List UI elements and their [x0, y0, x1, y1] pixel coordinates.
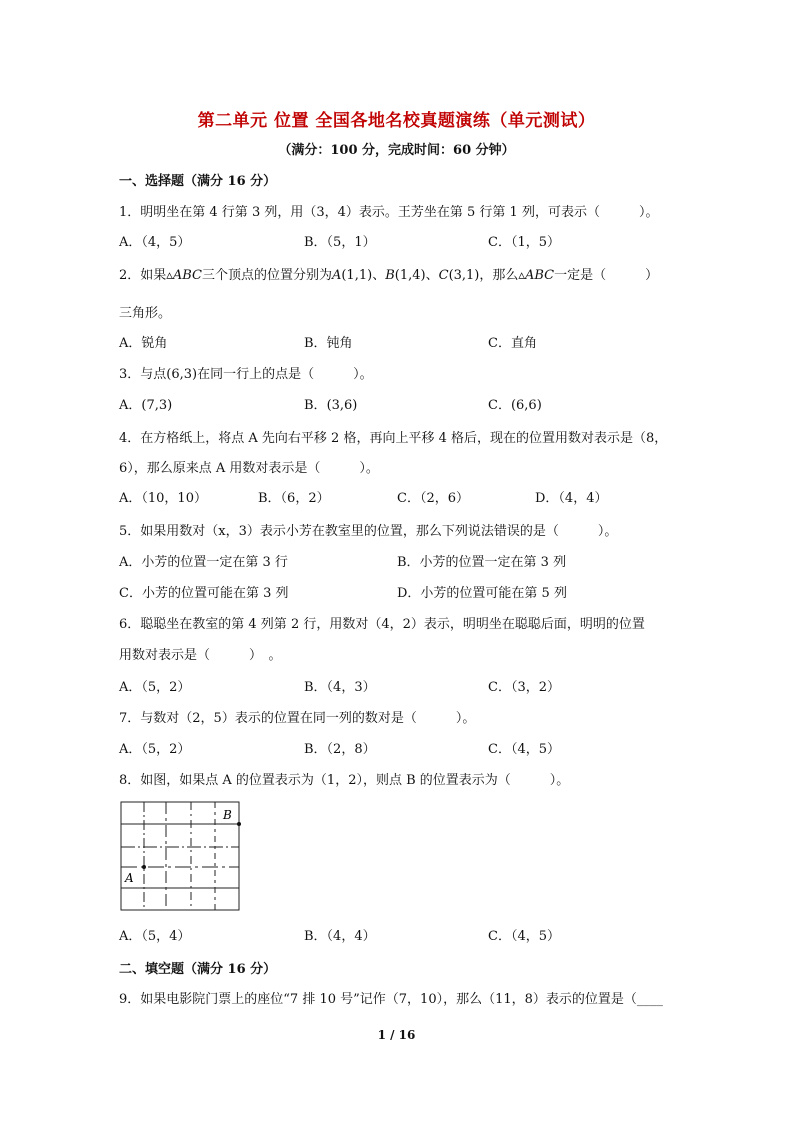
question-5: 5．如果用数对（x，3）表示小芳在教室里的位置，那么下列说法错误的是（ ）。 [119, 524, 618, 539]
q2-point-c: C [438, 268, 449, 283]
question-4: 4．在方格纸上，将点 A 先向右平移 2 格，再向上平移 4 格后，现在的位置用数对表示是（8， [119, 431, 668, 446]
q5-option-a: A．小芳的位置一定在第 3 行 [119, 555, 288, 570]
question-1: 1．明明坐在第 4 行第 3 列，用（3，4）表示。王芳坐在第 5 行第 1 列，可表示（ ）。 [119, 205, 659, 220]
point-b-dot [237, 822, 241, 826]
q1-option-c: C．（1，5） [488, 235, 560, 250]
q2-text: 2．如果 [119, 268, 167, 283]
q1-option-a: A．（4，5） [119, 235, 191, 250]
q6-option-c: C．（3，2） [488, 680, 560, 695]
q5-option-d: D．小芳的位置可能在第 5 列 [397, 586, 567, 601]
section-heading-choice: 一、选择题（满分 16 分） [119, 174, 277, 189]
q7-option-c: C．（4，5） [488, 742, 560, 757]
q2-point-a: A [331, 268, 342, 283]
q2-text: 一定是（ ） [554, 268, 659, 283]
q3-option-c: C．(6,6) [488, 398, 542, 413]
question-3 [119, 363, 373, 382]
question-2-line2: 三角形。 [119, 306, 172, 321]
triangle-symbol: ▵ [166, 268, 173, 283]
q2-sep: 、 [372, 268, 386, 283]
question-4-line2: 6），那么原来点 A 用数对表示是（ ）。 [119, 461, 379, 476]
grid-figure [119, 800, 244, 912]
q2-sep: 、 [425, 268, 439, 283]
question-7: 7．与数对（2，5）表示的位置在同一列的数对是（ ）。 [119, 711, 476, 726]
q2-triangle-name: ABC [524, 268, 555, 283]
q3-point: (6,3) [166, 367, 198, 382]
q4-option-d: D．（4，4） [535, 491, 608, 506]
question-9: 9．如果电影院门票上的座位“7 排 10 号”记作（7，10），那么（11，8）表示的位置是（____ [119, 992, 663, 1007]
q2-coord-b: (1,4) [394, 268, 426, 283]
grid-border [121, 802, 239, 910]
question-8: 8．如图，如果点 A 的位置表示为（1，2），则点 B 的位置表示为（ ）。 [119, 773, 570, 788]
point-a-dot [142, 865, 146, 869]
q8-option-a: A．（5，4） [119, 929, 191, 944]
page-title: 第二单元 位置 全国各地名校真题演练（单元测试） [197, 111, 596, 131]
q6-option-b: B．（4，3） [304, 680, 376, 695]
q3-option-b: B．(3,6) [304, 398, 358, 413]
page-subtitle: （满分：100 分，完成时间：60 分钟） [278, 143, 515, 158]
triangle-symbol: ▵ [518, 268, 525, 283]
question-6-line2: 用数对表示是（ ） 。 [119, 648, 282, 663]
point-b-label: B [223, 808, 232, 822]
q6-option-a: A．（5，2） [119, 680, 191, 695]
q2-option-b: B．钝角 [304, 336, 353, 351]
q2-option-a: A．锐角 [119, 336, 168, 351]
q5-option-b: B．小芳的位置一定在第 3 列 [397, 555, 567, 570]
question-6: 6．聪聪坐在教室的第 4 列第 2 行，用数对（4，2）表示，明明坐在聪聪后面，明明的位置 [119, 617, 645, 632]
q3-text: 在同一行上的点是（ ）。 [197, 367, 373, 382]
point-a-label: A [125, 871, 134, 885]
q4-option-b: B．（6，2） [258, 491, 330, 506]
q8-option-b: B．（4，4） [304, 929, 376, 944]
q8-option-c: C．（4，5） [488, 929, 560, 944]
q1-option-b: B．（5，1） [304, 235, 376, 250]
section-heading-fill: 二、填空题（满分 16 分） [119, 962, 277, 977]
q7-option-b: B．（2，8） [304, 742, 376, 757]
q2-text: 三个顶点的位置分别为 [201, 268, 332, 283]
q2-text: ，那么 [479, 268, 519, 283]
q4-option-c: C．（2，6） [397, 491, 469, 506]
q3-text: 3．与点 [119, 367, 167, 382]
question-2 [119, 264, 658, 283]
page-number: 1 / 16 [377, 1028, 416, 1042]
q2-triangle-name: ABC [172, 268, 202, 283]
q2-coord-a: (1,1) [341, 268, 373, 283]
q4-option-a: A．（10，10） [119, 491, 207, 506]
q2-option-c: C．直角 [488, 336, 537, 351]
q3-option-a: A．(7,3) [119, 398, 173, 413]
q5-option-c: C．小芳的位置可能在第 3 列 [119, 586, 289, 601]
q2-point-b: B [385, 268, 395, 283]
q2-coord-c: (3,1) [448, 268, 480, 283]
q7-option-a: A．（5，2） [119, 742, 191, 757]
